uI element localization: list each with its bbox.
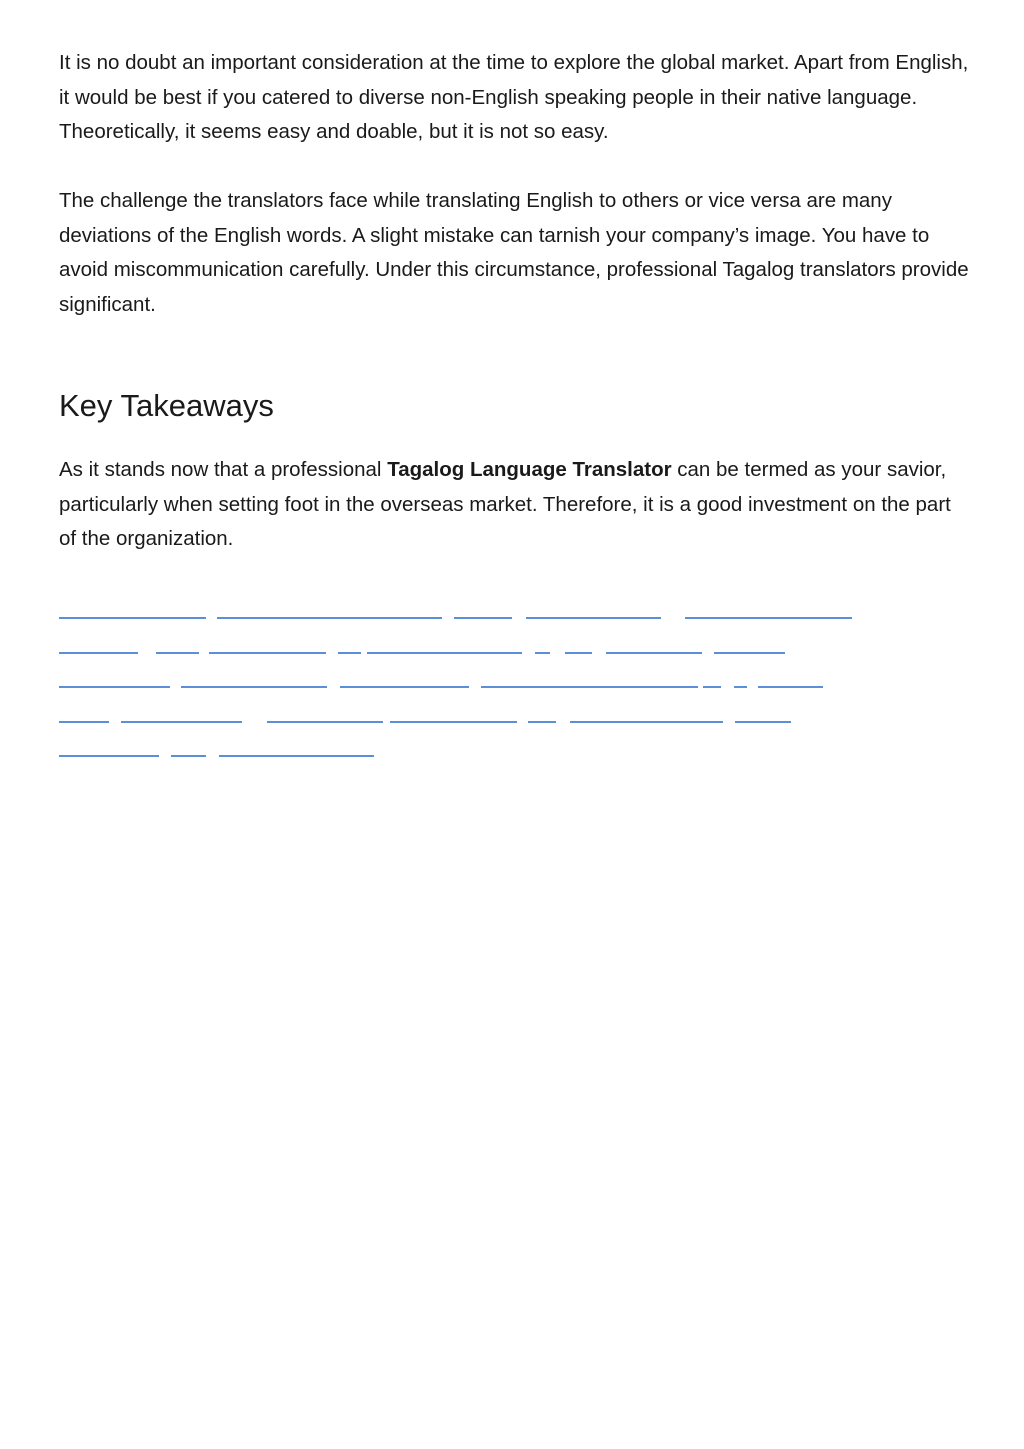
takeaways-bold-term: Tagalog Language Translator (387, 458, 672, 481)
link-underline[interactable] (156, 652, 199, 654)
link-underline[interactable] (340, 686, 469, 688)
link-underline[interactable] (219, 755, 374, 757)
link-underline[interactable] (714, 652, 785, 654)
takeaways-paragraph (59, 453, 969, 557)
link-underline[interactable] (734, 686, 747, 688)
section-heading: Key Takeaways (59, 388, 274, 423)
link-underline[interactable] (59, 686, 170, 688)
link-underline[interactable] (535, 652, 550, 654)
link-underline[interactable] (735, 721, 791, 723)
link-underline[interactable] (685, 617, 852, 619)
link-underline[interactable] (758, 686, 823, 688)
link-underline[interactable] (59, 755, 159, 757)
link-underline[interactable] (59, 721, 109, 723)
link-underline[interactable] (181, 686, 327, 688)
link-underline[interactable] (121, 721, 242, 723)
link-underline[interactable] (528, 721, 556, 723)
link-underline[interactable] (217, 617, 442, 619)
link-underline[interactable] (703, 686, 721, 688)
link-underline[interactable] (565, 652, 592, 654)
takeaways-text-end: can be termed as your savior, particularly when setting foot in the overseas market. Therefore, it is a good investment on the part of the organization. (59, 458, 951, 551)
link-underline[interactable] (526, 617, 661, 619)
intro-paragraph: It is no doubt an important consideration at the time to explore the global market. Apart from English, it would be best if you catered to diverse non-English speaking people in their native language. Theoretically, it seems easy and doable, but it is not so easy. (59, 51, 969, 144)
link-underline[interactable] (209, 652, 326, 654)
link-underline[interactable] (171, 755, 206, 757)
link-underline[interactable] (481, 686, 698, 688)
link-underline[interactable] (606, 652, 702, 654)
link-underline[interactable] (454, 617, 512, 619)
link-underline[interactable] (570, 721, 723, 723)
link-underline[interactable] (338, 652, 361, 654)
challenge-paragraph: The challenge the translators face while translating English to others or vice versa are many deviations of the English words. A slight mistake can tarnish your company’s image. You have to avoid miscommunication carefully. Under this circumstance, professional Tagalog translators provide significant. (59, 189, 969, 317)
link-underline[interactable] (390, 721, 517, 723)
takeaways-text-start: As it stands now that a professional (59, 458, 388, 481)
link-underline[interactable] (59, 617, 206, 619)
link-underline[interactable] (367, 652, 522, 654)
link-underline[interactable] (59, 652, 138, 654)
link-underline[interactable] (267, 721, 383, 723)
